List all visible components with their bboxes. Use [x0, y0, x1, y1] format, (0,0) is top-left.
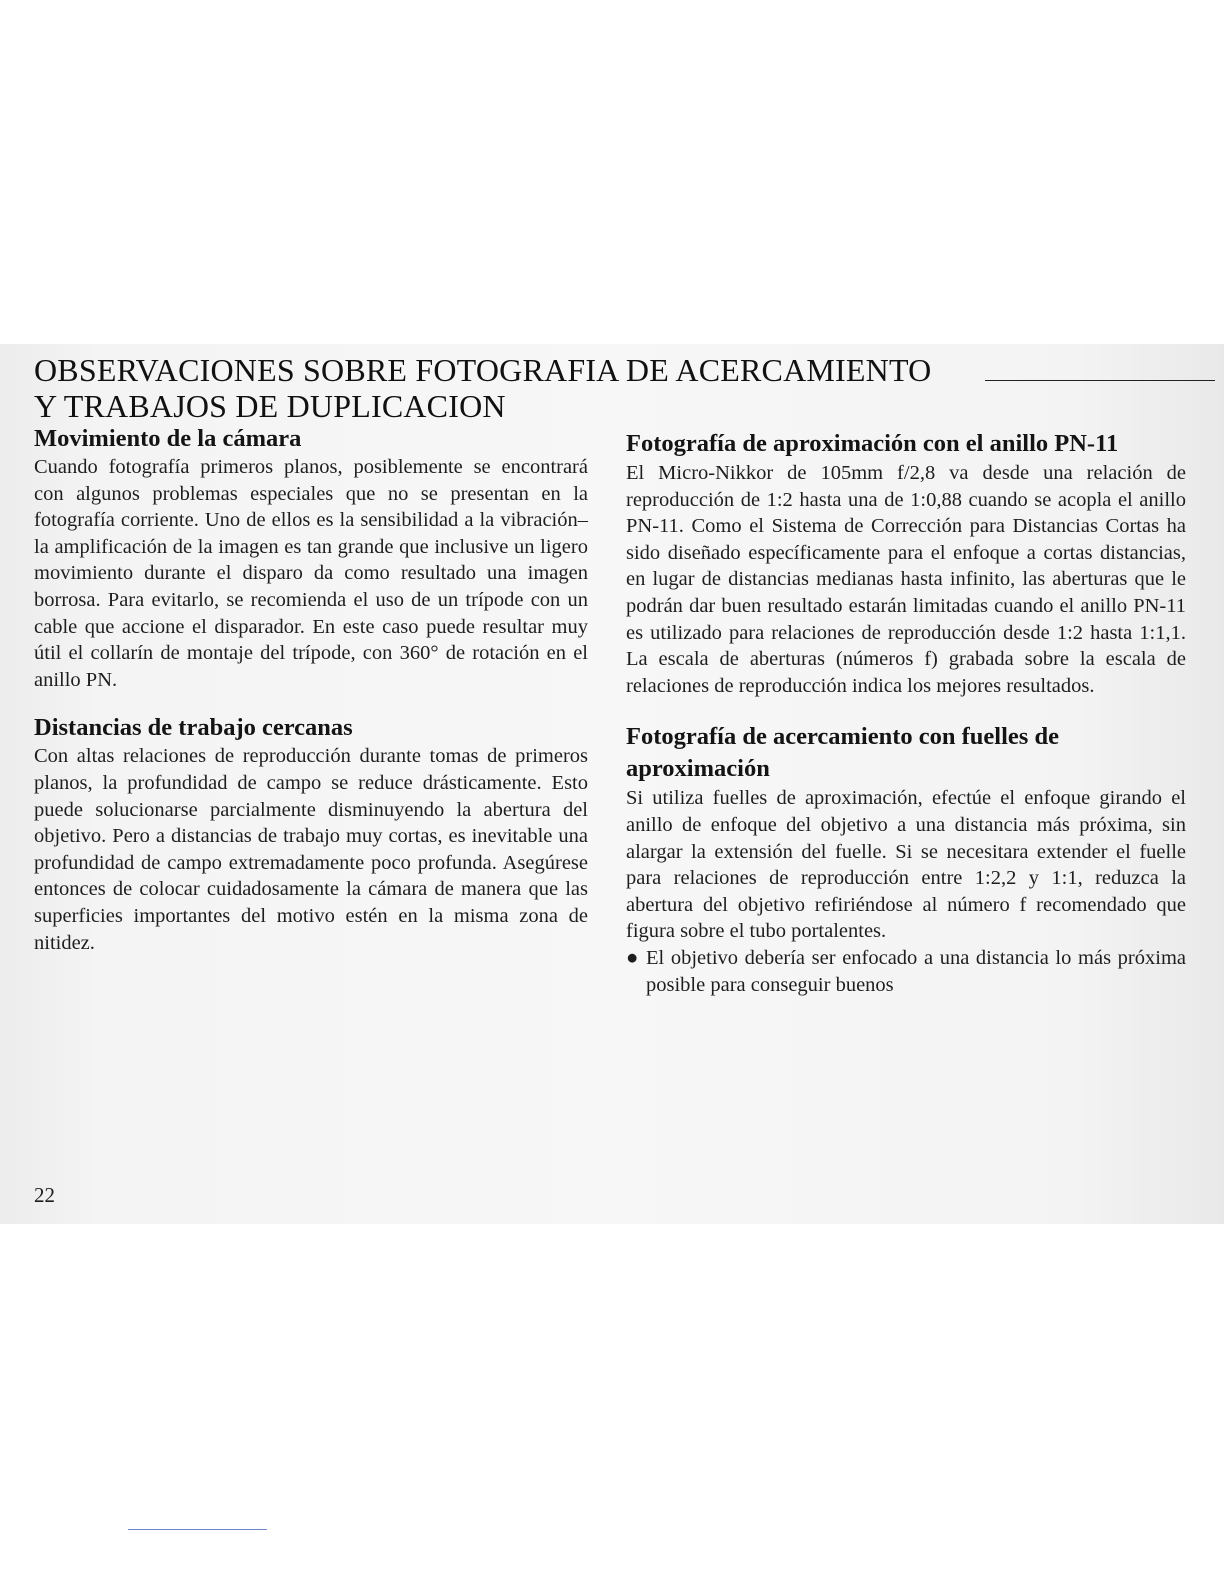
page-title-line-1: OBSERVACIONES SOBRE FOTOGRAFIA DE ACERCAMIENTO	[34, 352, 932, 388]
section-heading-bellows: Fotografía de acercamiento con fuelles de aproximación	[626, 723, 1059, 783]
footer-rule	[128, 1529, 267, 1530]
bullet-text: El objetivo debería ser enfocado a una distancia lo más próxima posible para conseguir buenos	[646, 946, 1186, 996]
section-heading-camera-movement: Movimiento de la cámara	[34, 425, 302, 452]
page-title-line-2: Y TRABAJOS DE DUPLICACION	[34, 388, 506, 424]
bullet-item-focus	[626, 945, 1186, 998]
section-body-working-distances: Con altas relaciones de reproducción durante tomas de primeros planos, la profundidad de campo se reduce drásticamente. Esto puede solucionarse parcialmente disminuyendo la abertura del objetivo. Pero a distancias de trabajo muy cortas, es inevitable una profundidad de campo extremadamente poco profunda. Asegúrese entonces de colocar cuidadosamente la cámara de manera que las superficies importantes del motivo estén en la misma zona de nitidez.	[34, 745, 588, 954]
left-column	[34, 424, 588, 956]
bullet-dot: ●	[626, 946, 639, 969]
page-title	[34, 352, 1214, 424]
title-rule	[985, 380, 1215, 381]
section-heading-pn11-ring: Fotografía de aproximación con el anillo PN-11	[626, 430, 1119, 457]
right-column	[626, 428, 1186, 998]
section-body-bellows: Si utiliza fuelles de aproximación, efectúe el enfoque girando el anillo de enfoque del objetivo a una distancia más próxima, sin alargar la extensión del fuelle. Si se necesitara extender el fuelle para relaciones de reproducción entre 1:2,2 y 1:1, reduzca la abertura del objetivo refiriéndose al número f recomendado que figura sobre el tubo portalentes.	[626, 787, 1186, 943]
page-number: 22	[34, 1183, 55, 1207]
section-heading-working-distances: Distancias de trabajo cercanas	[34, 714, 353, 742]
section-body-pn11-ring: El Micro-Nikkor de 105mm f/2,8 va desde una relación de reproducción de 1:2 hasta una de 1:0,88 cuando se acopla el anillo PN-11. Como el Sistema de Corrección para Distancias Cortas ha sido diseñado específicamente para el enfoque a cortas distancias, en lugar de distancias medianas hasta infinito, las aberturas que le podrán dar buen resultado estarán limitadas cuando el anillo PN-11 es utilizado para relaciones de reproducción desde 1:2 hasta 1:1,1. La escala de aberturas (números f) grabada sobre la escala de relaciones de reproducción indica los mejores resultados.	[626, 462, 1186, 697]
section-body-camera-movement: Cuando fotografía primeros planos, posiblemente se encontrará con algunos problemas especiales que no se presentan en la fotografía corriente. Uno de ellos es la sensibilidad a la vibración–la amplificación de la imagen es tan grande que inclusive un ligero movimiento durante el disparo da como resultado una imagen borrosa. Para evitarlo, se recomienda el uso de un trípode con un cable que accione el disparador. En este caso puede resultar muy útil el collarín de montaje del trípode, con 360° de rotación en el anillo PN.	[34, 456, 588, 691]
